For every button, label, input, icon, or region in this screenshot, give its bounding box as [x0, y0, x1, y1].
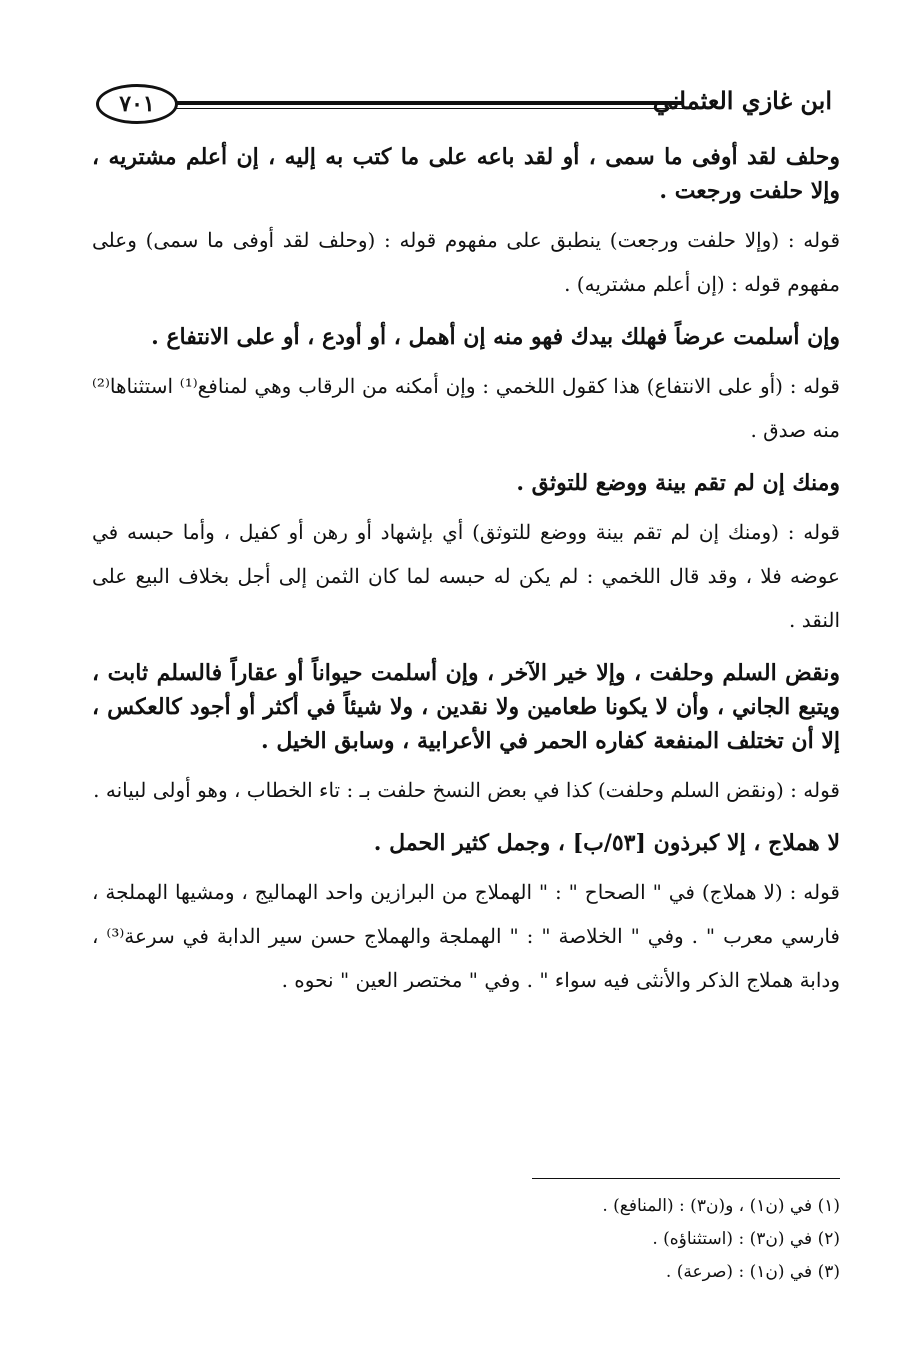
page-header — [96, 80, 832, 128]
commentary-paragraph: قوله : (أو على الانتفاع) هذا كقول اللخمي : وإن أمكنه من الرقاب وهي لمنافع⁽¹⁾ استثناها⁽²⁾ منه صدق . — [92, 374, 840, 442]
footnote-list — [602, 1190, 840, 1289]
header-rule-thin — [176, 108, 684, 109]
commentary-paragraph: قوله : (لا هملاج) في " الصحاح " : " الهملاج من البرازين واحد الهماليج ، ومشيها الهملجة ، فارسي معرب " . وفي " الخلاصة " : " الهملجة والهملاج حسن سير الدابة في سرعة⁽³⁾ ، ودابة هملاج الذكر والأنثى فيه سواء " . وفي " مختصر العين " نحوه . — [92, 880, 840, 992]
running-head: ابن غازي العثماني — [652, 86, 832, 115]
matn-paragraph: وحلف لقد أوفى ما سمى ، أو لقد باعه على ما كتب به إليه ، إن أعلم مشتريه ، وإلا حلفت ورجعت . — [92, 144, 840, 204]
footnote-item: (٣) في (ن١) : (صرعة) . — [665, 1262, 840, 1282]
footnote-item: (٢) في (ن٣) : (استثناؤه) . — [652, 1229, 840, 1249]
footnote-rule — [532, 1178, 840, 1179]
commentary-paragraph: قوله : (وإلا حلفت ورجعت) ينطبق على مفهوم قوله : (وحلف لقد أوفى ما سمى) وعلى مفهوم قوله : (إن أعلم مشتريه) . — [92, 228, 840, 296]
matn-paragraph: ومنك إن لم تقم بينة ووضع للتوثق . — [516, 470, 840, 496]
matn-paragraph: لا هملاج ، إلا كبرذون [٥٣/ب] ، وجمل كثير الحمل . — [373, 830, 840, 856]
header-rule — [176, 101, 684, 105]
commentary-paragraph: قوله : (ومنك إن لم تقم بينة ووضع للتوثق) أي بإشهاد أو رهن أو كفيل ، وأما حبسه في عوضه فلا ، وقد قال اللخمي : لم يكن له حبسه لما كان الثمن إلى أجل بخلاف البيع على النقد . — [92, 520, 840, 632]
matn-paragraph: ونقض السلم وحلفت ، وإلا خير الآخر ، وإن أسلمت حيواناً أو عقاراً فالسلم ثابت ، ويتبع الجاني ، وأن لا يكونا طعامين ولا نقدين ، ولا شيئاً في أكثر أو أجود كالعكس ، إلا أن تختلف المنفعة كفاره الحمر في الأعرابية ، وسابق الخيل . — [92, 660, 840, 754]
page-body — [92, 140, 840, 1016]
footnote-item: (١) في (ن١) ، و(ن٣) : (المنافع) . — [602, 1196, 840, 1216]
page-number: ٧٠١ — [96, 84, 178, 124]
commentary-paragraph: قوله : (ونقض السلم وحلفت) كذا في بعض النسخ حلفت بـ : تاء الخطاب ، وهو أولى لبيانه . — [93, 778, 840, 802]
matn-paragraph: وإن أسلمت عرضاً فهلك بيدك فهو منه إن أهمل ، أو أودع ، أو على الانتفاع . — [151, 324, 840, 350]
